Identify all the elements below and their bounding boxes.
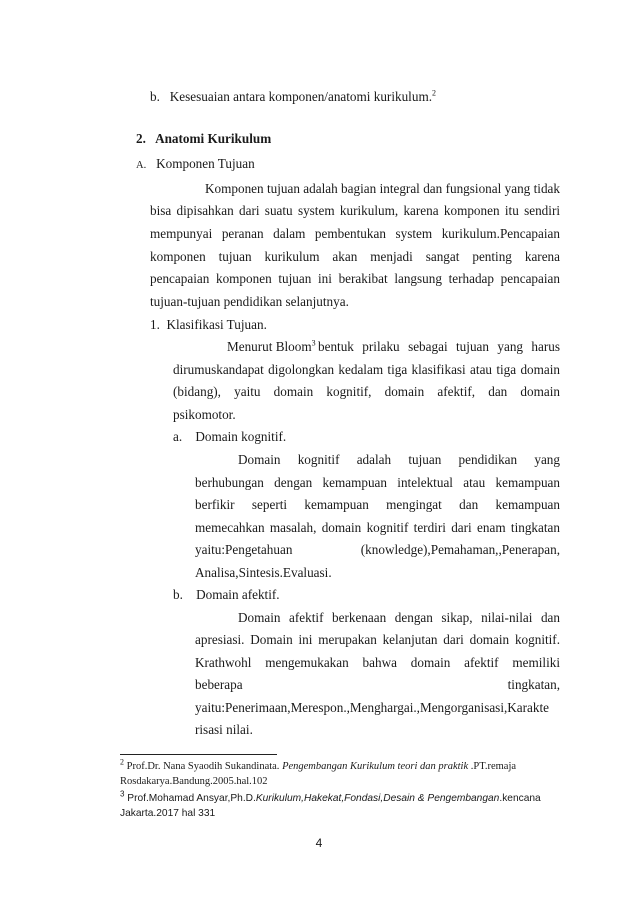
- footnote-author: Prof.Dr. Nana Syaodih Sukandinata.: [126, 761, 280, 772]
- footnote-number: 3: [120, 789, 125, 799]
- paragraph-line: berhubungan dengan kemampuan intelektual atau kemampuan: [195, 475, 560, 490]
- paragraph-line: Domain afektif berkenaan dengan sikap, nilai-nilai dan: [238, 610, 560, 625]
- footnote-publisher: .kencana: [499, 793, 541, 804]
- paragraph-line: (bidang), yaitu domain kognitif, domain afektif, dan domain: [173, 384, 560, 399]
- subsection-heading: [136, 156, 255, 174]
- list-item-a: [173, 429, 286, 445]
- paragraph-line: yaitu:Penerimaan,Merespon.,Menghargai.,Mengorganisasi,Karakte: [195, 700, 550, 715]
- footnote-title: Kurikulum,Hakekat,Fondasi,Desain & Pengembangan: [255, 793, 500, 804]
- paragraph-line: tujuan-tujuan pendidikan selanjutnya.: [150, 294, 349, 309]
- footnote-ref: 2: [432, 88, 436, 98]
- page-number: 4: [315, 836, 323, 850]
- paragraph-line: Krathwohl mengemukakan bahwa domain afektif memiliki: [195, 655, 560, 670]
- paragraph-line: mempunyai peranan dalam pembentukan system kurikulum.Pencapaian: [150, 226, 560, 241]
- list-item-text: Domain kognitif.: [195, 429, 287, 444]
- paragraph-line: risasi nilai.: [195, 722, 253, 737]
- list-item-1: [150, 317, 267, 333]
- footnote-separator: [120, 754, 277, 755]
- paragraph-line: yaitu:Pengetahuan (knowledge),Pemahaman,,Penerapan,: [195, 542, 560, 557]
- list-marker: a.: [173, 429, 183, 444]
- list-marker: b.: [150, 89, 160, 104]
- paragraph-line-start: [227, 339, 316, 355]
- footnote-3: [120, 789, 541, 806]
- text-fragment: Menurut Bloom: [227, 339, 312, 354]
- list-marker: 1.: [150, 317, 160, 332]
- paragraph-line: Komponen tujuan adalah bagian integral dan fungsional yang tidak: [205, 181, 560, 196]
- footnote-3-line2: Jakarta.2017 hal 331: [120, 808, 216, 819]
- paragraph-line: memecahkan masalah, domain kognitif terdiri dari enam tingkatan: [195, 520, 560, 535]
- paragraph-line: psikomotor.: [173, 407, 236, 422]
- section-number: 2.: [136, 131, 146, 146]
- footnote-ref: 3: [311, 338, 316, 348]
- paragraph-line: apresiasi. Domain ini merupakan kelanjutan dari domain kognitif.: [195, 632, 560, 647]
- footnote-title: Pengembangan Kurikulum teori dan praktik: [282, 761, 469, 772]
- list-item-b: [150, 89, 436, 105]
- footnote-2: [120, 757, 517, 774]
- paragraph-line: dirumuskandapat digolongkan kedalam tiga klasifikasi atau tiga domain: [173, 362, 560, 377]
- footnote-publisher: .PT.remaja: [470, 761, 517, 772]
- paragraph-line: bisa dipisahkan dari suatu system kurikulum, karena komponen itu sendiri: [150, 203, 560, 218]
- footnote-number: 2: [120, 757, 124, 767]
- section-title: Anatomi Kurikulum: [155, 131, 272, 146]
- footnote-author: Prof.Mohamad Ansyar,Ph.D.: [127, 793, 256, 804]
- paragraph-line: beberapa tingkatan,: [195, 677, 560, 692]
- subsection-letter: A.: [136, 160, 147, 171]
- list-item-text: Domain afektif.: [196, 587, 280, 602]
- paragraph-line: Analisa,Sintesis.Evaluasi.: [195, 565, 332, 580]
- paragraph-line: komponen tujuan kurikulum akan menjadi sangat penting karena: [150, 249, 560, 264]
- paragraph-line: bentuk prilaku sebagai tujuan yang harus: [318, 339, 560, 354]
- paragraph-line: pencapaian komponen tujuan ini berakibat langsung terhadap pencapaian: [150, 271, 560, 286]
- section-heading: [136, 131, 271, 147]
- list-item-text: Klasifikasi Tujuan.: [166, 317, 267, 332]
- footnote-2-line2: Rosdakarya.Bandung.2005.hal.102: [120, 776, 268, 787]
- list-item-b-afektif: [173, 587, 280, 603]
- paragraph-line: Domain kognitif adalah tujuan pendidikan yang: [238, 452, 560, 467]
- list-item-text: Kesesuaian antara komponen/anatomi kurikulum.: [169, 89, 432, 104]
- paragraph-line: berfikir seperti kemampuan mengingat dan kemampuan: [195, 497, 560, 512]
- subsection-title: Komponen Tujuan: [156, 156, 255, 171]
- list-marker: b.: [173, 587, 183, 602]
